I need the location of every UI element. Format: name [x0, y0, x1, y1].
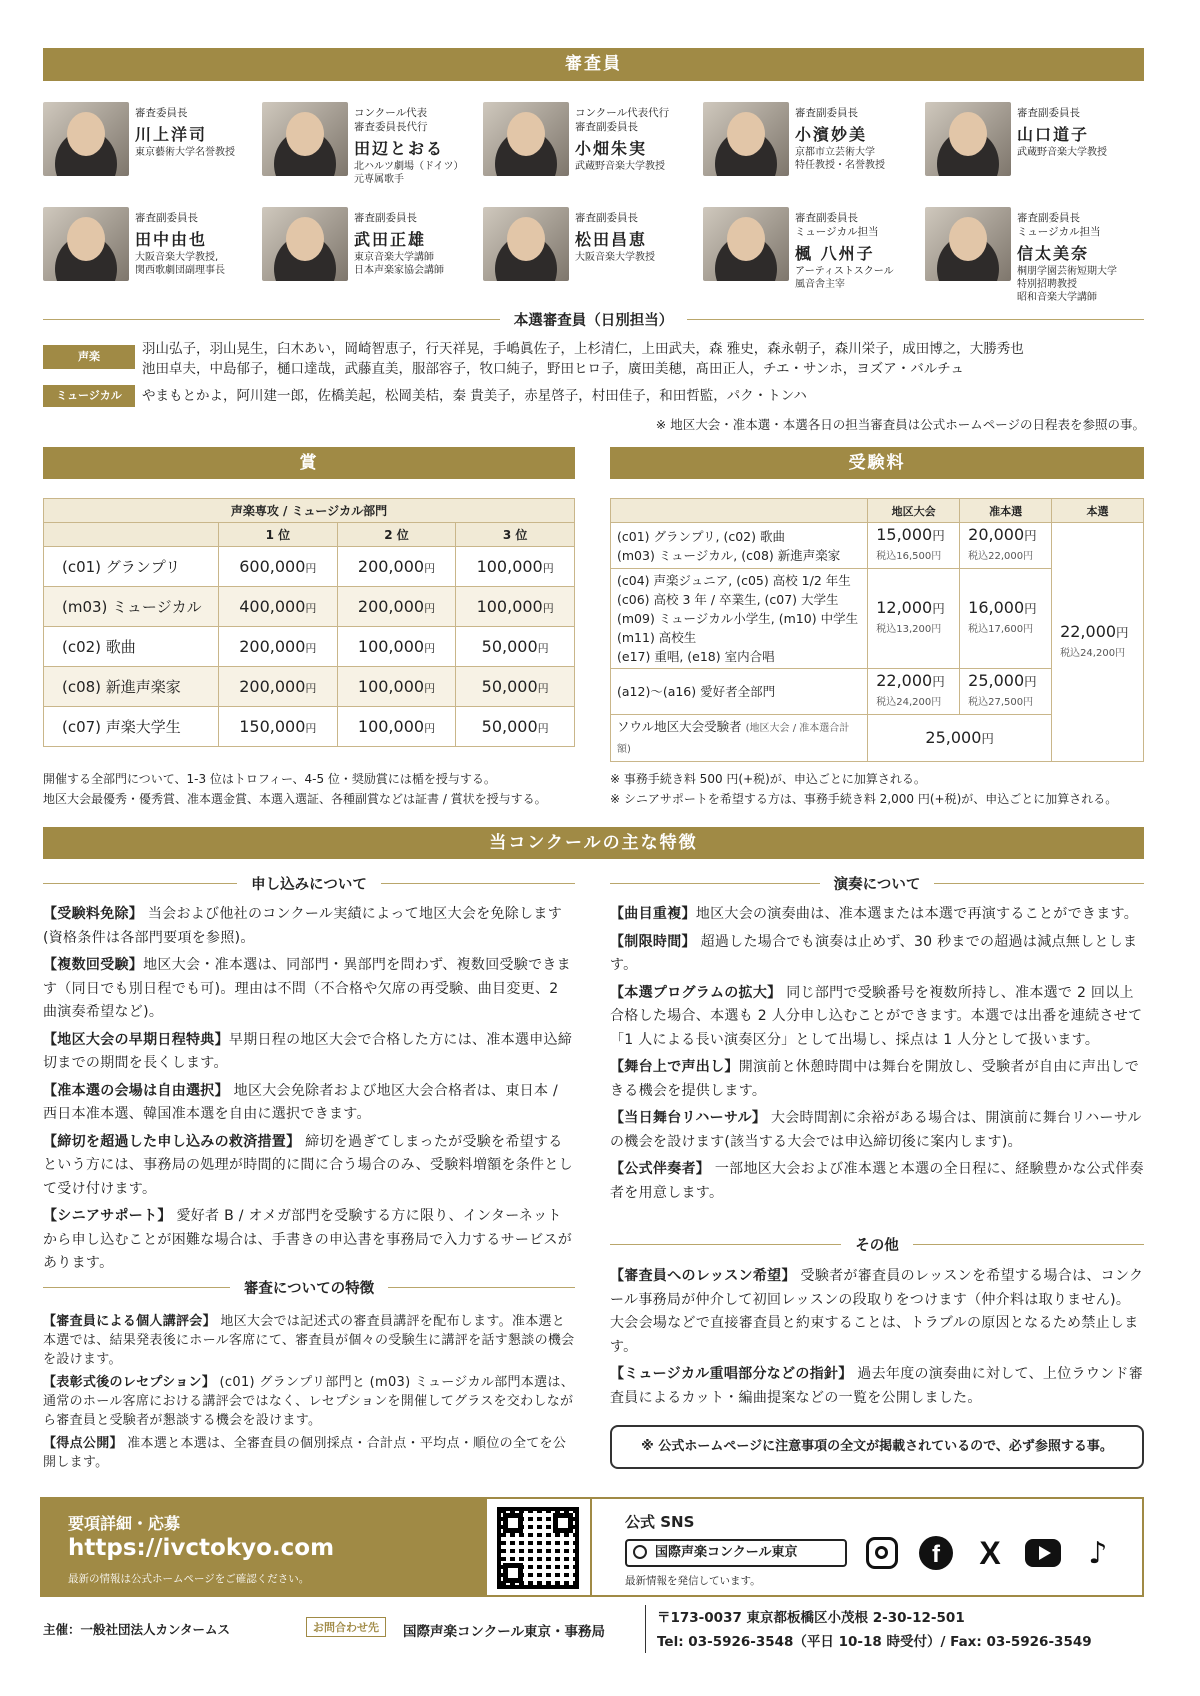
other-title: その他	[610, 1234, 1144, 1254]
prize-header: 賞	[43, 447, 575, 479]
musical-judges-list: やまもとかよ，阿川建一郎，佐橋美起，松岡美桔，秦 貴美子，赤星啓子，村田佳子，和田哲監，パク・トンハ	[142, 388, 807, 404]
judge-photo	[262, 207, 348, 281]
feature-text: 受験者が審査員のレッスンを希望する場合は、コンクール事務局が仲介して初回レッスンの段取りをつけます（仲介料は取りません)。大会会場などで直接審査員と約束することは、トラブルの原因となるため禁止します。	[610, 1268, 1144, 1355]
prize-amount: 100,000円	[456, 587, 575, 627]
official-url-link[interactable]: https://ivctokyo.com	[68, 1535, 335, 1561]
fee-amount: 25,000円	[868, 715, 1052, 762]
apply-title: 申し込みについて	[43, 873, 575, 893]
fee-table	[610, 498, 1144, 762]
bottom-divider	[645, 1605, 646, 1653]
judges-header: 審査員	[43, 48, 1144, 81]
fee-note-1: ※ 事務手続き料 500 円(+税)が、申込ごとに加算される。	[610, 772, 926, 786]
feature-item	[43, 954, 575, 1025]
feature-text: 早期日程の地区大会で合格した方には、准本選申込締切までの期間を長くします。	[43, 1031, 573, 1071]
feature-item	[610, 903, 1144, 927]
footer-left	[42, 1499, 487, 1595]
fee-label: (c01) グランプリ, (c02) 歌曲 (m03) ミュージカル, (c08) 新進声楽家	[611, 523, 868, 569]
prize-row	[44, 587, 575, 627]
fee-col: 地区大会	[868, 499, 960, 523]
prize-amount: 100,000円	[337, 707, 456, 747]
prize-amount: 200,000円	[337, 587, 456, 627]
judge-affiliation: 武蔵野音楽大学教授	[1017, 147, 1107, 158]
host-text: 主催：一般社団法人カンタームス	[43, 1622, 231, 1637]
notice-box: ※ 公式ホームページに注意事項の全文が掲載されているので、必ず参照する事。	[610, 1425, 1144, 1469]
office-name: 国際声楽コンクール東京・事務局	[403, 1624, 605, 1640]
tiktok-icon[interactable]: ♪	[1088, 1535, 1108, 1571]
judge-name: 信太美奈	[1017, 244, 1090, 263]
prize-table	[43, 498, 575, 747]
judge-card	[925, 207, 1135, 303]
feature-text: (c01) グランプリ部門と (m03) ミュージカル部門本選は、通常のホール客席における講評会ではなく、レセプションを開催してグラスを交わしながら審査員と受験者が懇談する機会を設けます。	[43, 1375, 574, 1428]
prize-row	[44, 707, 575, 747]
judge-role: 審査副委員長	[1017, 107, 1080, 119]
judge-photo	[43, 207, 129, 281]
tel-fax: Tel: 03-5926-3548（平日 10-18 時受付）/ Fax: 03-5926-3549	[657, 1634, 1092, 1650]
prize-label: (c01) グランプリ	[44, 547, 219, 587]
contact-tag: お問合わせ先	[306, 1617, 386, 1637]
prize-amount: 50,000円	[456, 707, 575, 747]
judge-name: 山口道子	[1017, 125, 1090, 144]
judge-affiliation: 武蔵野音楽大学教授	[575, 161, 665, 172]
prize-amount: 100,000円	[337, 627, 456, 667]
url-note: 最新の情報は公式ホームページをご確認ください。	[68, 1573, 310, 1585]
judge-card	[703, 102, 913, 182]
fee-amount: 16,000円 税込17,600円	[960, 569, 1052, 669]
fee-amount: 25,000円 税込27,500円	[960, 669, 1052, 715]
judge-card	[43, 207, 253, 287]
judge-photo	[483, 102, 569, 176]
judge-card	[925, 102, 1135, 182]
fee-col-blank	[611, 499, 868, 523]
youtube-icon[interactable]	[1025, 1535, 1061, 1571]
feature-item	[43, 1434, 575, 1472]
judge-affiliation: 東京音楽大学講師 日本声楽家協会講師	[354, 252, 444, 276]
features-header: 当コンクールの主な特徴	[43, 827, 1144, 859]
feature-heading: 【審査員へのレッスン希望】	[610, 1268, 796, 1284]
final-judges-title: 本選審査員（日別担当）	[43, 309, 1144, 329]
feature-item	[43, 1205, 575, 1276]
feature-text: 同じ部門で受験番号を複数所持し、准本選で 2 回以上合格した場合、本選も 2 人分申し込むことができます。本選では出番を連続させて「1 人による長い演奏区分」として出場し、採点は 1 人分として扱います。	[610, 984, 1143, 1048]
fee-label: (a12)～(a16) 愛好者全部門	[611, 669, 868, 715]
footer-box	[40, 1497, 1144, 1597]
fee-amount: 22,000円 税込24,200円	[868, 669, 960, 715]
prize-amount: 200,000円	[337, 547, 456, 587]
feature-text: 過去年度の演奏曲に対して、上位ラウンド審査員によるカット・編曲提案などの一覧を公開しました。	[610, 1366, 1144, 1406]
address: 〒173-0037 東京都板橋区小茂根 2-30-12-501	[657, 1610, 965, 1626]
judge-affiliation: 大阪音楽大学教授	[575, 252, 655, 263]
footer-divider	[590, 1499, 592, 1595]
feature-text: 大会時間割に余裕がある場合は、開演前に舞台リハーサルの機会を設けます(該当する大会では申込締切後に案内します)。	[610, 1110, 1142, 1150]
feature-heading: 【表彰式後のレセプション】	[43, 1375, 216, 1390]
prize-col: 3 位	[456, 523, 575, 547]
feature-text: 超過した場合でも演奏は止めず、30 秒までの超過は減点無しとします。	[610, 933, 1138, 973]
judge-affiliation: 北ハルツ劇場（ドイツ） 元専属歌手	[354, 161, 464, 185]
vocal-tag: 声楽	[43, 345, 135, 369]
judge-affiliation: アーティストスクール 風音舎主宰	[795, 266, 894, 290]
prize-amount: 200,000円	[219, 667, 338, 707]
x-icon[interactable]: X	[979, 1534, 1001, 1571]
sns-search-box[interactable]	[625, 1539, 847, 1567]
prize-amount: 600,000円	[219, 547, 338, 587]
judge-card	[262, 207, 472, 287]
apply-list	[43, 903, 575, 1280]
judge-photo	[262, 102, 348, 176]
judging-title: 審査についての特徴	[43, 1277, 575, 1297]
feature-heading: 【複数回受験】	[43, 957, 144, 973]
fee-label: ソウル地区大会受験者 (地区大会 / 准本選合計額)	[611, 715, 868, 762]
prize-label: (c02) 歌曲	[44, 627, 219, 667]
feature-heading: 【受験料免除】	[43, 906, 144, 922]
feature-heading: 【締切を超過した申し込みの救済措置】	[43, 1133, 301, 1150]
judge-role: 審査副委員長	[795, 107, 858, 119]
qr-finder	[503, 1563, 523, 1583]
judge-photo	[43, 102, 129, 176]
qr-finder	[553, 1513, 573, 1533]
feature-heading: 【地区大会の早期日程特典】	[43, 1031, 229, 1048]
judge-role: 審査副委員長	[575, 212, 638, 224]
prize-note-2: 地区大会最優秀・優秀賞、准本選金賞、本選入選証、各種副賞などは証書 / 賞状を授与する。	[43, 792, 547, 806]
feature-text: 一部地区大会および准本選と本選の全日程に、経験豊かな公式伴奏者を用意します。	[610, 1161, 1144, 1201]
prize-col: 1 位	[219, 523, 338, 547]
fee-note-2: ※ シニアサポートを希望する方は、事務手続き料 2,000 円(+税)が、申込ごとに加算される。	[610, 792, 1118, 806]
judge-name: 楓 八州子	[795, 244, 875, 263]
feature-item	[610, 1265, 1144, 1359]
qr-code[interactable]	[497, 1507, 579, 1589]
feature-item	[43, 1131, 575, 1202]
qr-finder	[503, 1513, 523, 1533]
prize-row	[44, 627, 575, 667]
feature-heading: 【審査員による個人講評会】	[43, 1314, 216, 1329]
feature-text: 地区大会・准本選は、同部門・異部門を問わず、複数回受験できます（同日でも別日程でも可)。理由は不問（不合格や欠席の再受験、曲目変更、2 曲演奏希望など)。	[43, 957, 571, 1020]
judge-affiliation: 大阪音楽大学教授, 関西歌劇団副理事長	[135, 252, 225, 276]
feature-text: 地区大会免除者および地区大会合格者は、東日本 / 西日本准本選、韓国准本選を自由に選択できます。	[43, 1082, 559, 1122]
prize-note-1: 開催する全部門について、1-3 位はトロフィー、4-5 位・奨励賞には楯を授与する。	[43, 772, 496, 786]
judge-role: コンクール代表 審査委員長代行	[354, 107, 428, 133]
judge-role: 審査副委員長 ミュージカル担当	[1017, 212, 1101, 238]
feature-text: 愛好者 B / オメガ部門を受験する方に限り、インターネットから申し込むことが困難な場合は、手書きの申込書を事務局で入力するサービスがあります。	[43, 1208, 573, 1271]
fee-row	[611, 523, 1144, 569]
sns-search-text: 国際声楽コンクール東京	[655, 1545, 798, 1560]
fee-col: 本選	[1052, 499, 1144, 523]
judge-name: 小濱妙美	[795, 125, 868, 144]
feature-heading: 【得点公開】	[43, 1436, 123, 1451]
fee-header: 受験料	[610, 447, 1144, 479]
feature-item	[610, 982, 1144, 1053]
feature-heading: 【准本選の会場は自由選択】	[43, 1082, 229, 1099]
judge-photo	[483, 207, 569, 281]
feature-item	[610, 1363, 1144, 1410]
sns-note: 最新情報を発信しています。	[625, 1575, 761, 1587]
judge-role: 審査副委員長	[354, 212, 417, 224]
judge-name: 川上洋司	[135, 125, 208, 144]
judge-name: 小畑朱実	[575, 139, 648, 158]
feature-text: 地区大会の演奏曲は、准本選または本選で再演することができます。	[695, 906, 1138, 922]
judge-photo	[703, 102, 789, 176]
feature-item	[43, 1373, 575, 1430]
prize-label: (c07) 声楽大学生	[44, 707, 219, 747]
fee-amount: 12,000円 税込13,200円	[868, 569, 960, 669]
instagram-icon[interactable]	[864, 1535, 900, 1571]
musical-tag: ミュージカル	[43, 385, 135, 407]
judging-list	[43, 1312, 575, 1476]
feature-item	[610, 1056, 1144, 1103]
judge-photo	[703, 207, 789, 281]
prize-amount: 400,000円	[219, 587, 338, 627]
feature-heading: 【公式伴奏者】	[610, 1161, 711, 1177]
sns-label: 公式 SNS	[625, 1513, 695, 1531]
prize-amount: 100,000円	[456, 547, 575, 587]
perform-list	[610, 903, 1144, 1209]
feature-item	[43, 1029, 575, 1076]
prize-amount: 50,000円	[456, 627, 575, 667]
fee-label: (c04) 声楽ジュニア, (c05) 高校 1/2 年生 (c06) 高校 3 年 / 卒業生, (c07) 大学生 (m09) ミュージカル小学生, (m10) 中学生 (m11) 高校生 (e17) 重唱, (e18) 室内合唱	[611, 569, 868, 669]
feature-text: 締切を過ぎてしまったが受験を希望するという方には、事務局の処理が時間的に間に合う場合のみ、受験料増額を条件として受け付けます。	[43, 1133, 573, 1197]
perform-title: 演奏について	[610, 873, 1144, 893]
prize-row	[44, 547, 575, 587]
prize-section: 声楽専攻 / ミュージカル部門	[44, 499, 575, 523]
prize-label: (c08) 新進声楽家	[44, 667, 219, 707]
feature-text: 准本選と本選は、全審査員の個別採点・合計点・平均点・順位の全てを公開します。	[43, 1436, 567, 1470]
feature-heading: 【曲目重複】	[610, 906, 696, 922]
judge-role: 審査副委員長	[135, 212, 198, 224]
feature-item	[610, 931, 1144, 978]
judge-name: 田辺とおる	[354, 139, 445, 158]
judge-name: 松田昌恵	[575, 230, 648, 249]
feature-item	[43, 1312, 575, 1369]
search-icon	[633, 1545, 647, 1559]
prize-label: (m03) ミュージカル	[44, 587, 219, 627]
feature-heading: 【本選プログラムの拡大】	[610, 984, 782, 1001]
judge-card	[262, 102, 472, 185]
judge-card	[483, 207, 693, 287]
apply-label: 要項詳細・応募	[68, 1514, 181, 1533]
feature-item	[43, 903, 575, 950]
feature-item	[610, 1107, 1144, 1154]
judge-name: 田中由也	[135, 230, 208, 249]
feature-text: 当会および他社のコンクール実績によって地区大会を免除します(資格条件は各部門要項を参照)。	[43, 906, 562, 946]
fee-final-amount: 22,000円 税込24,200円	[1052, 523, 1144, 762]
fee-amount: 20,000円 税込22,000円	[960, 523, 1052, 569]
judge-affiliation: 桐朋学園芸術短期大学 特別招聘教授 昭和音楽大学講師	[1017, 266, 1117, 303]
prize-amount: 200,000円	[219, 627, 338, 667]
facebook-icon[interactable]: f	[918, 1535, 954, 1571]
judges-note: ※ 地区大会・准本選・本選各日の担当審査員は公式ホームページの日程表を参照の事。	[655, 417, 1145, 432]
judge-card	[703, 207, 913, 290]
feature-item	[43, 1080, 575, 1127]
feature-heading: 【舞台上で声出し】	[610, 1059, 739, 1075]
other-list	[610, 1265, 1144, 1414]
feature-heading: 【当日舞台リハーサル】	[610, 1110, 767, 1126]
judge-role: コンクール代表代行 審査副委員長	[575, 107, 670, 133]
judge-card	[483, 102, 693, 182]
feature-text: 地区大会では記述式の審査員講評を配布します。准本選と本選では、結果発表後にホール客席にて、審査員が個々の受験生に講評を話す懇談の機会を設けます。	[43, 1314, 575, 1367]
prize-col: 2 位	[337, 523, 456, 547]
fee-amount: 15,000円 税込16,500円	[868, 523, 960, 569]
prize-amount: 50,000円	[456, 667, 575, 707]
prize-amount: 100,000円	[337, 667, 456, 707]
judge-photo	[925, 102, 1011, 176]
prize-amount: 150,000円	[219, 707, 338, 747]
fee-col: 准本選	[960, 499, 1052, 523]
judge-photo	[925, 207, 1011, 281]
prize-row	[44, 667, 575, 707]
feature-text: 開演前と休憩時間中は舞台を開放し、受験者が自由に声出しできる機会を提供します。	[610, 1059, 1140, 1099]
judge-affiliation: 東京藝術大学名誉教授	[135, 147, 235, 158]
feature-heading: 【ミュージカル重唱部分などの指針】	[610, 1366, 853, 1382]
judge-role: 審査委員長	[135, 107, 188, 119]
feature-heading: 【制限時間】	[610, 933, 696, 950]
feature-heading: 【シニアサポート】	[43, 1208, 172, 1224]
vocal-judges-list: 羽山弘子，羽山晃生，臼木あい，岡崎智恵子，行天祥晃，手嶋眞佐子，上杉清仁，上田武夫，森 雅史，森永朝子，森川栄子，成田博之，大勝秀也 池田卓夫，中島郁子，樋口達哉，武藤直美，服部容子，牧口純子，野田ヒロ子，廣田美穂，髙田正人，チエ・サンホ，ヨズア・バルチュ	[142, 341, 1024, 377]
feature-item	[610, 1158, 1144, 1205]
judge-affiliation: 京都市立芸術大学 特任教授・名誉教授	[795, 147, 885, 171]
judge-card	[43, 102, 253, 182]
prize-col-blank	[44, 523, 219, 547]
judge-name: 武田正雄	[354, 230, 427, 249]
judge-role: 審査副委員長 ミュージカル担当	[795, 212, 879, 238]
